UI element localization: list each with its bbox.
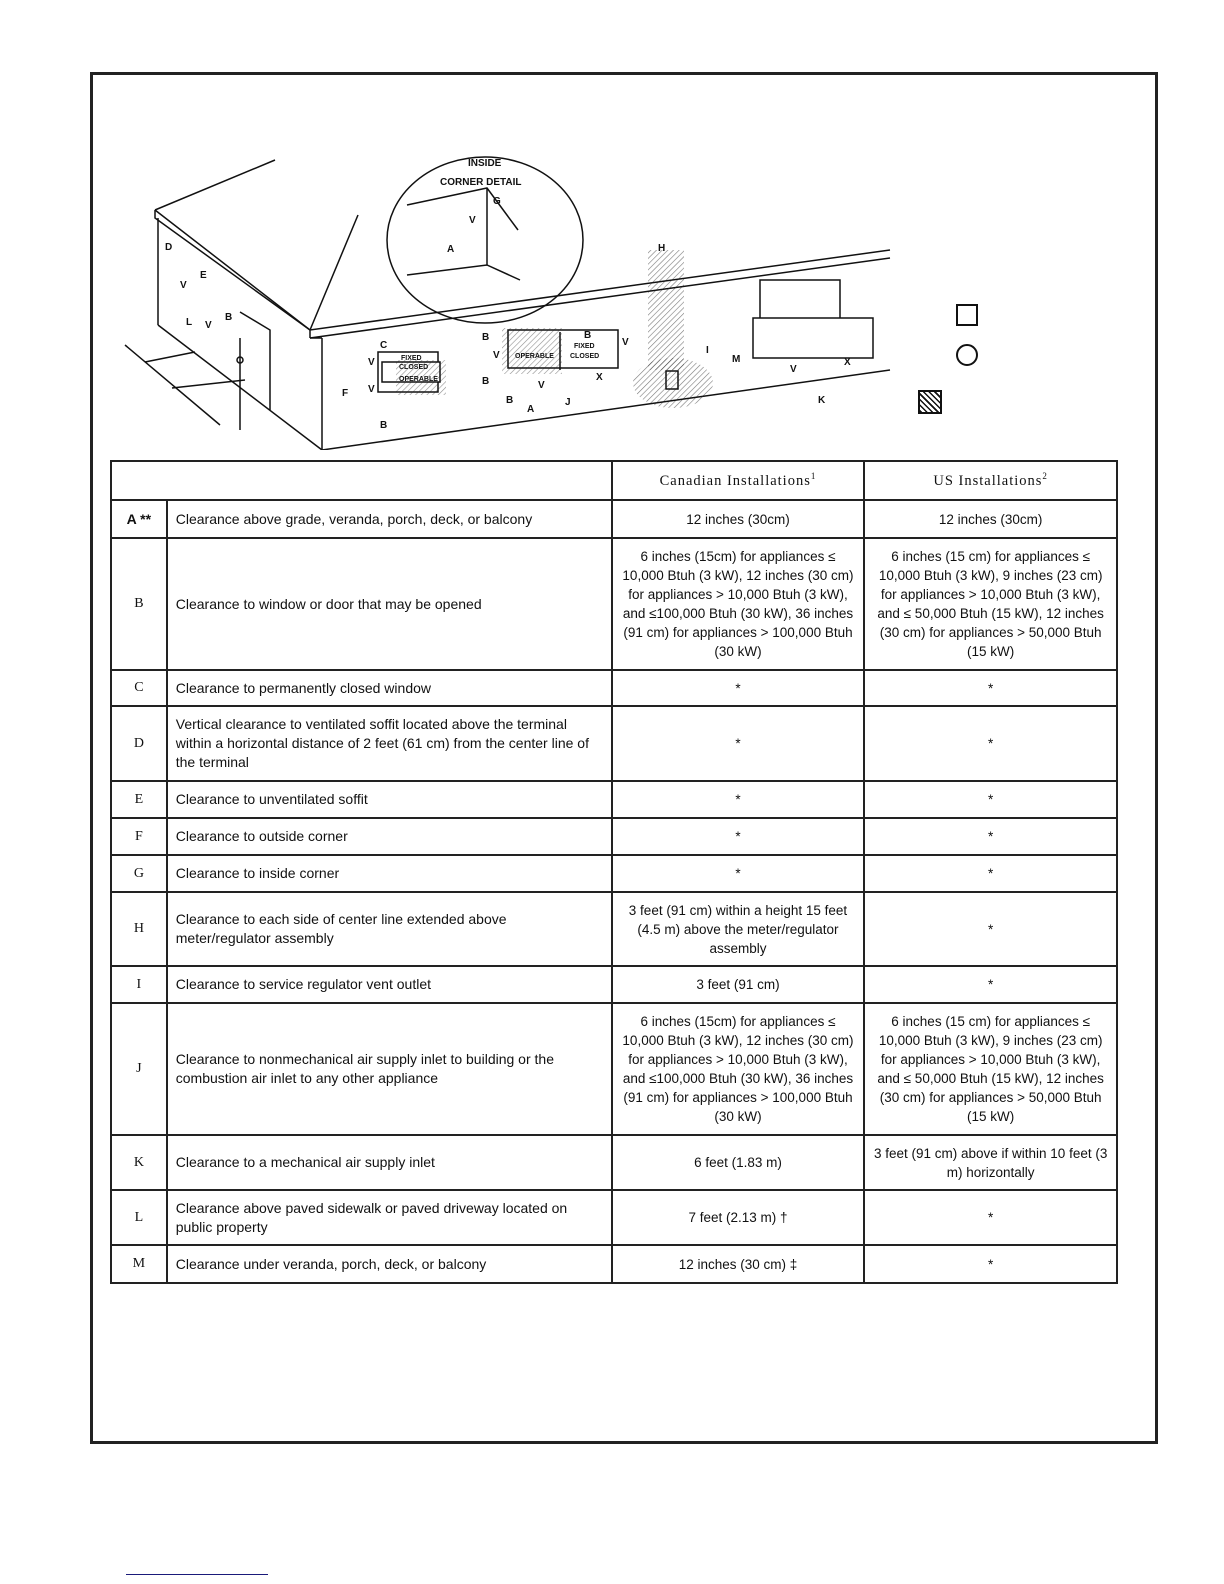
row-description: Clearance to outside corner <box>167 818 612 855</box>
table-row <box>111 1135 1117 1190</box>
clearance-table <box>110 460 1118 1284</box>
label-b: B <box>225 312 233 323</box>
row-description: Clearance under veranda, porch, deck, or balcony <box>167 1245 612 1283</box>
canadian-value: * <box>612 855 865 892</box>
square-icon <box>956 304 978 326</box>
row-letter: F <box>111 818 167 855</box>
canadian-value: * <box>612 706 865 781</box>
canadian-value: 7 feet (2.13 m) † <box>612 1190 865 1245</box>
canadian-value: 6 feet (1.83 m) <box>612 1135 865 1190</box>
label-h: H <box>658 243 666 254</box>
row-letter: M <box>111 1245 167 1283</box>
row-letter: B <box>111 538 167 670</box>
label-b: B <box>506 395 514 406</box>
canadian-value: * <box>612 818 865 855</box>
label-i: I <box>706 345 709 356</box>
air-inlet-marker: X <box>844 357 851 368</box>
us-value: * <box>864 1190 1117 1245</box>
row-letter: I <box>111 966 167 1003</box>
vent-marker: V <box>538 380 545 391</box>
label-j: J <box>565 397 571 408</box>
vent-marker: V <box>493 350 500 361</box>
row-letter: G <box>111 855 167 892</box>
hatched-square-icon <box>918 390 942 414</box>
table-row <box>111 818 1117 855</box>
window-label: CLOSED <box>399 364 429 371</box>
table-row <box>111 966 1117 1003</box>
canadian-value: 12 inches (30 cm) ‡ <box>612 1245 865 1283</box>
canadian-value: 3 feet (91 cm) <box>612 966 865 1003</box>
vent-marker: V <box>368 357 375 368</box>
footnote-rule <box>126 1574 268 1575</box>
canadian-value: * <box>612 781 865 818</box>
label-l: L <box>186 317 193 328</box>
inset-title-line2: CORNER DETAIL <box>440 177 522 188</box>
row-letter: C <box>111 670 167 706</box>
table-row <box>111 1190 1117 1245</box>
label-a-inset: A <box>447 244 455 255</box>
header-blank <box>111 461 612 500</box>
label-m: M <box>732 354 741 365</box>
row-letter: K <box>111 1135 167 1190</box>
row-letter: A ** <box>111 500 167 538</box>
table-row <box>111 1003 1117 1135</box>
canadian-value: 3 feet (91 cm) within a height 15 feet (4.5 m) above the meter/regulator assembly <box>612 892 865 966</box>
table-header-row <box>111 461 1117 500</box>
vent-marker: V <box>368 384 375 395</box>
inset-title-line1: INSIDE <box>468 158 502 169</box>
vent-marker: V <box>180 280 187 291</box>
canadian-value: 6 inches (15cm) for appliances ≤ 10,000 Btuh (3 kW), 12 inches (30 cm) for appliances > 10,000 Btuh (3 kW), and ≤100,000 Btuh (30 kW), 36 inches (91 cm) for appliances > 100,000 Btuh (30 kW) <box>612 538 865 670</box>
row-description: Vertical clearance to ventilated soffit located above the terminal within a horizontal distance of 2 feet (61 cm) from the center line of the terminal <box>167 706 612 781</box>
vent-marker: V <box>622 337 629 348</box>
table-row <box>111 892 1117 966</box>
label-a: A <box>527 404 535 415</box>
window-label: OPERABLE <box>399 376 438 383</box>
header-canadian: Canadian Installations$^1$ <box>612 461 865 500</box>
header-us: US Installations$^2$ <box>864 461 1117 500</box>
window-label: FIXED <box>574 343 595 350</box>
label-b: B <box>380 420 388 431</box>
row-letter: D <box>111 706 167 781</box>
vent-marker: V <box>469 215 476 226</box>
us-value: 12 inches (30cm) <box>864 500 1117 538</box>
label-k: K <box>818 395 826 406</box>
row-description: Clearance to nonmechanical air supply inlet to building or the combustion air inlet to any other appliance <box>167 1003 612 1135</box>
window-label: OPERABLE <box>515 353 554 360</box>
label-g: G <box>493 196 501 207</box>
us-value: * <box>864 1245 1117 1283</box>
label-d: D <box>165 242 173 253</box>
label-c: C <box>380 340 388 351</box>
row-letter: J <box>111 1003 167 1135</box>
row-description: Clearance above grade, veranda, porch, deck, or balcony <box>167 500 612 538</box>
row-description: Clearance to a mechanical air supply inlet <box>167 1135 612 1190</box>
row-description: Clearance to inside corner <box>167 855 612 892</box>
air-inlet-marker: X <box>596 372 603 383</box>
row-letter: L <box>111 1190 167 1245</box>
canadian-value: 6 inches (15cm) for appliances ≤ 10,000 Btuh (3 kW), 12 inches (30 cm) for appliances > 10,000 Btuh (3 kW), and ≤100,000 Btuh (30 kW), 36 inches (91 cm) for appliances > 100,000 Btuh (30 kW) <box>612 1003 865 1135</box>
row-description: Clearance to window or door that may be opened <box>167 538 612 670</box>
us-value: * <box>864 892 1117 966</box>
row-description: Clearance to each side of center line extended above meter/regulator assembly <box>167 892 612 966</box>
table-row <box>111 1245 1117 1283</box>
label-b: B <box>482 332 490 343</box>
circle-icon <box>956 344 978 366</box>
vent-marker: V <box>790 364 797 375</box>
us-value: 6 inches (15 cm) for appliances ≤ 10,000 Btuh (3 kW), 9 inches (23 cm) for appliances > 10,000 Btuh (3 kW), and ≤ 50,000 Btuh (15 kW), 12 inches (30 cm) for appliances > 50,000 Btuh (15 kW) <box>864 1003 1117 1135</box>
row-description: Clearance above paved sidewalk or paved driveway located on public property <box>167 1190 612 1245</box>
vent-clearance-diagram <box>110 140 1120 450</box>
us-value: * <box>864 966 1117 1003</box>
us-value: * <box>864 781 1117 818</box>
label-b: B <box>482 376 490 387</box>
us-value: * <box>864 855 1117 892</box>
table-row <box>111 781 1117 818</box>
us-value: * <box>864 670 1117 706</box>
row-description: Clearance to unventilated soffit <box>167 781 612 818</box>
label-f: F <box>342 388 349 399</box>
us-value: * <box>864 818 1117 855</box>
canadian-value: * <box>612 670 865 706</box>
us-value: * <box>864 706 1117 781</box>
row-description: Clearance to service regulator vent outlet <box>167 966 612 1003</box>
row-letter: H <box>111 892 167 966</box>
table-row <box>111 538 1117 670</box>
table-row <box>111 670 1117 706</box>
row-letter: E <box>111 781 167 818</box>
vent-marker: V <box>205 320 212 331</box>
table-row <box>111 706 1117 781</box>
window-label: FIXED <box>401 355 422 362</box>
canadian-value: 12 inches (30cm) <box>612 500 865 538</box>
us-value: 6 inches (15 cm) for appliances ≤ 10,000 Btuh (3 kW), 9 inches (23 cm) for appliances > 10,000 Btuh (3 kW), and ≤ 50,000 Btuh (15 kW), 12 inches (30 cm) for appliances > 50,000 Btuh (15 kW) <box>864 538 1117 670</box>
window-label: CLOSED <box>570 353 600 360</box>
us-value: 3 feet (91 cm) above if within 10 feet (3 m) horizontally <box>864 1135 1117 1190</box>
table-row <box>111 500 1117 538</box>
table-row <box>111 855 1117 892</box>
row-description: Clearance to permanently closed window <box>167 670 612 706</box>
label-b: B <box>584 330 592 341</box>
label-e: E <box>200 270 207 281</box>
